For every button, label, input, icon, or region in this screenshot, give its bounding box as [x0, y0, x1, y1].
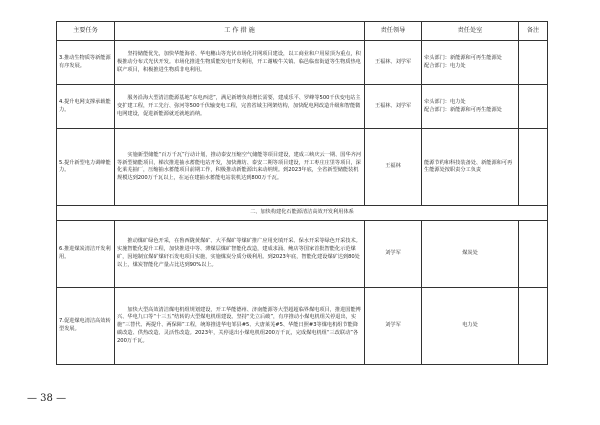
leader-cell: 王福林、刘学军 [365, 85, 422, 129]
measures-text: 推动煤矿绿色开采，在鲁西陇黄煤矿、大平煤矿等煤矿推广应用充填开采、保水开采等绿色开采技术。实施智能化提升工程，加快推进中等、薄煤层煤矿智能化改造，建成求涌、鲍店等国家首批智能化示范煤矿，因地制宜煤矿煤矸石发电项目实施，实施煤炭分质分级利用。到2023年底，智能化建设煤矿达到80处以上，煤炭智能化产量占比达到90%以上。 [117, 238, 361, 268]
measures-cell [115, 85, 365, 129]
unit-cell: 牵头部门：电力处 配合部门：新能源和可再生能源处 [422, 85, 519, 129]
table-row [57, 85, 548, 129]
header-task: 主要任务 [57, 22, 115, 41]
work-plan-table [56, 21, 548, 365]
note-cell [519, 220, 548, 288]
measures-text: 实施新型储能“百万千瓦”行动计划，推动泰安压缩空气储能等项目建设，建成三峡庆云一期、国华齐河等新型储能项目，梯次推进抽水蓄能电站开发，加快潍坊、泰安二期等项目建设，开工枣庄庄里等项目，深化莱芜抽厂，压缩抽水蓄能项目前期工作，积极推动新能源出来动纳规。到2023年底，全省新型储能装机规模达到200万千瓦以上，在运在建抽水蓄能电站装机达到800万千瓦。 [117, 151, 362, 182]
measures-cell [115, 220, 365, 288]
table-row [57, 41, 548, 85]
note-cell [519, 41, 548, 85]
measures-text: 服务沿海大型清洁能源基地“东电西送”，满足新增负荷增长需要，建成乐平、罗峰等500千伏变电站主变扩建工程，开工先行、弥河等500千伏输变电工程，完善省域主网架结构，加快配电网改造升级和智能微电网建设，促进新能源就近就地消纳。 [117, 95, 361, 117]
header-measures: 工 作 措 施 [115, 22, 365, 41]
table-row [57, 129, 548, 206]
measures-text: 坚持储能优先，加快华能海者、华电穗山等光伏市场化并网项目建设，以工商业和户用屋顶为重点，积极推动分布式光伏开发。市场化推进生物质能发电开发利用，开工谢峻牛关镇、临邑临盘街道等生物质热电联产项目，积极推进生物质非电利用。 [117, 51, 361, 73]
table-row [57, 288, 548, 365]
task-cell: 7.促进煤电清洁高效转型发展。 [57, 288, 115, 365]
header-note: 备注 [519, 22, 548, 41]
note-cell [519, 288, 548, 365]
unit-cell: 电力处 [422, 288, 519, 365]
unit-cell: 煤炭处 [422, 220, 519, 288]
task-cell: 5.提升新型电力调峰能力。 [57, 129, 115, 206]
measures-cell [115, 288, 365, 365]
header-leader: 责任领导 [365, 22, 422, 41]
leader-cell: 王福林 [365, 129, 422, 206]
section-title: 二、加快构建化石能源清洁高效开发利用体系 [57, 206, 548, 220]
note-cell [519, 129, 548, 206]
measures-text: 加快大型高效清洁煤电机组规划建设，开工华能德州、济南能源等大型超超临界煤电项目，推进国能博兴、华电九口等“十三五”结转的大型煤电机组建设。坚持“先立后破”，有序推动小煤电机组关停退出，实施“三替代、两提升、两保障”工程，统筹推进华电邹县#5、大唐莱芜#5、华能日照#3等煤电机组节能降碳改造、供热改造、灵活性改造。2023年，关停退出小煤电机组200万千瓦，完成煤电机组“三改联动”各200万千瓦。 [117, 306, 361, 344]
task-cell: 4.提升电网支撑承载能力。 [57, 85, 115, 129]
header-unit: 责任处室 [422, 22, 519, 41]
measures-cell [115, 41, 365, 85]
table-header-row [57, 22, 548, 41]
page-number: — 38 — [27, 393, 67, 404]
table-row [57, 220, 548, 288]
measures-cell [115, 129, 365, 206]
task-cell: 6.推进煤炭清洁开发利用。 [57, 220, 115, 288]
section-row [57, 206, 548, 220]
leader-cell: 王福林、刘学军 [365, 41, 422, 85]
task-cell: 3.推动生物质等新能源有序发展。 [57, 41, 115, 85]
unit-cell: 牵头部门：新能源和可再生能源处 配合部门：电力处 [422, 41, 519, 85]
unit-cell: 能源节约和科技装备处、新能源和可再生能源处按职责分工负责 [422, 129, 519, 206]
note-cell [519, 85, 548, 129]
leader-cell: 刘学军 [365, 288, 422, 365]
leader-cell: 刘学军 [365, 220, 422, 288]
